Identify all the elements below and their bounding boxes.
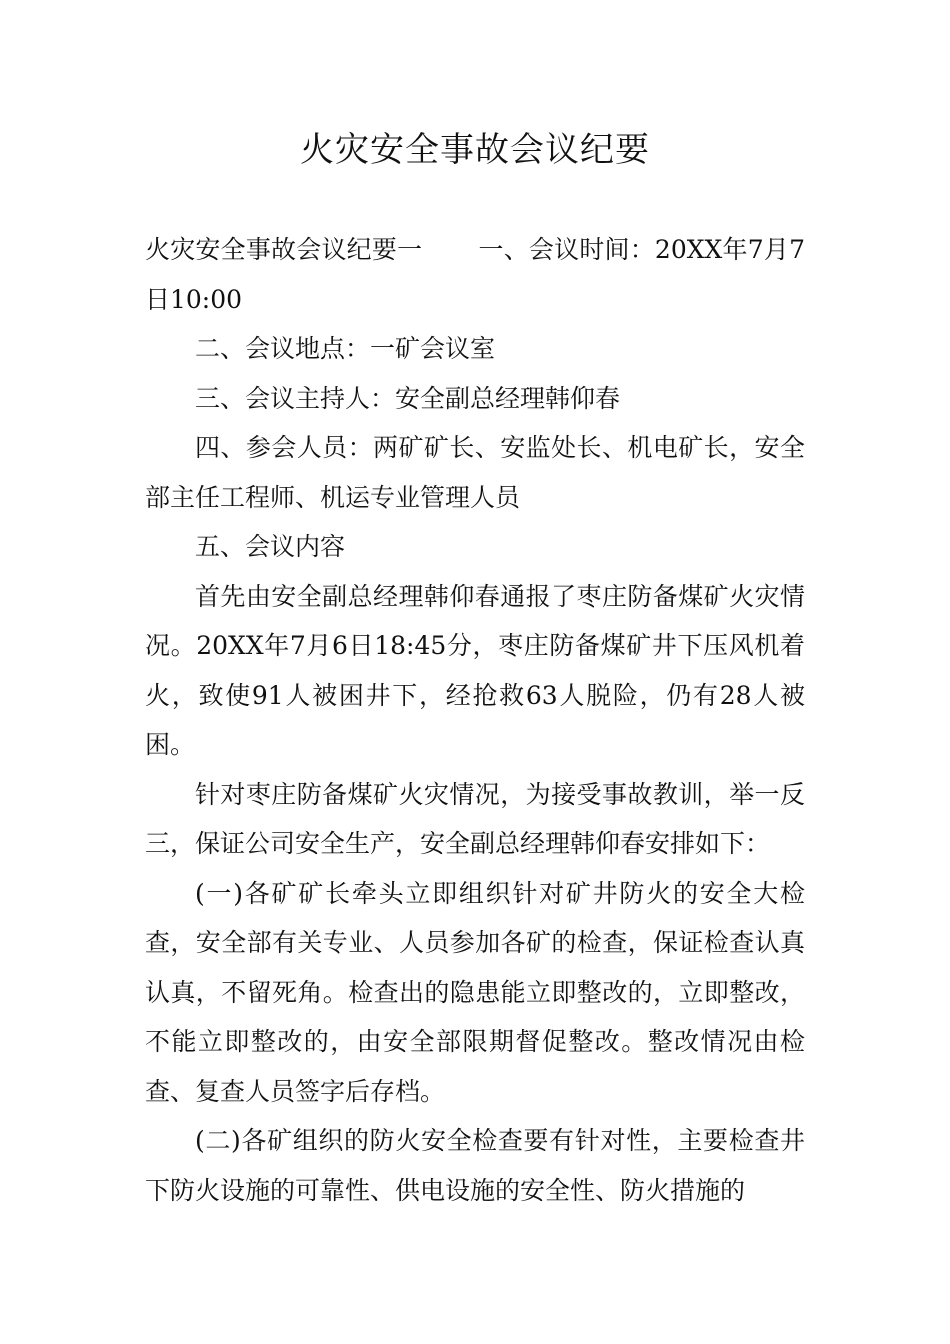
meeting-time-line <box>145 225 805 324</box>
heading-label: 火灾安全事故会议纪要一 <box>145 235 423 264</box>
document-title: 火灾安全事故会议纪要 <box>300 130 650 170</box>
content-heading: 五、会议内容 <box>195 532 346 561</box>
meeting-attendees: 四、参会人员：两矿矿长、安监处长、机电矿长，安全部主任工程师、机运专业管理人员 <box>145 433 805 512</box>
meeting-place: 二、会议地点：一矿会议室 <box>195 334 496 363</box>
paragraph-fire-report: 首先由安全副总经理韩仰春通报了枣庄防备煤矿火灾情况。20XX年7月6日18:45分，枣庄防备煤矿井下压风机着火，致使91人被困井下，经抢救63人脱险，仍有28人被困。 <box>145 581 805 759</box>
meeting-host: 三、会议主持人：安全副总经理韩仰春 <box>195 383 621 413</box>
meeting-time: 一、会议时间：20XX年7月7日10:00 <box>145 235 805 314</box>
paragraph-item-1: (一)各矿矿长牵头立即组织针对矿井防火的安全大检查，安全部有关专业、人员参加各矿的检查，保证检查认真认真，不留死角。检查出的隐患能立即整改的，立即整改，不能立即整改的，由安全部限期督促整改。整改情况由检查、复查人员签字后存档。 <box>145 878 805 1106</box>
paragraph-arrangement: 针对枣庄防备煤矿火灾情况，为接受事故教训，举一反三，保证公司安全生产，安全副总经理韩仰春安排如下： <box>145 779 805 858</box>
document-body <box>145 225 805 1215</box>
paragraph-item-2: (二)各矿组织的防火安全检查要有针对性，主要检查井下防火设施的可靠性、供电设施的安全性、防火措施的 <box>145 1126 805 1205</box>
